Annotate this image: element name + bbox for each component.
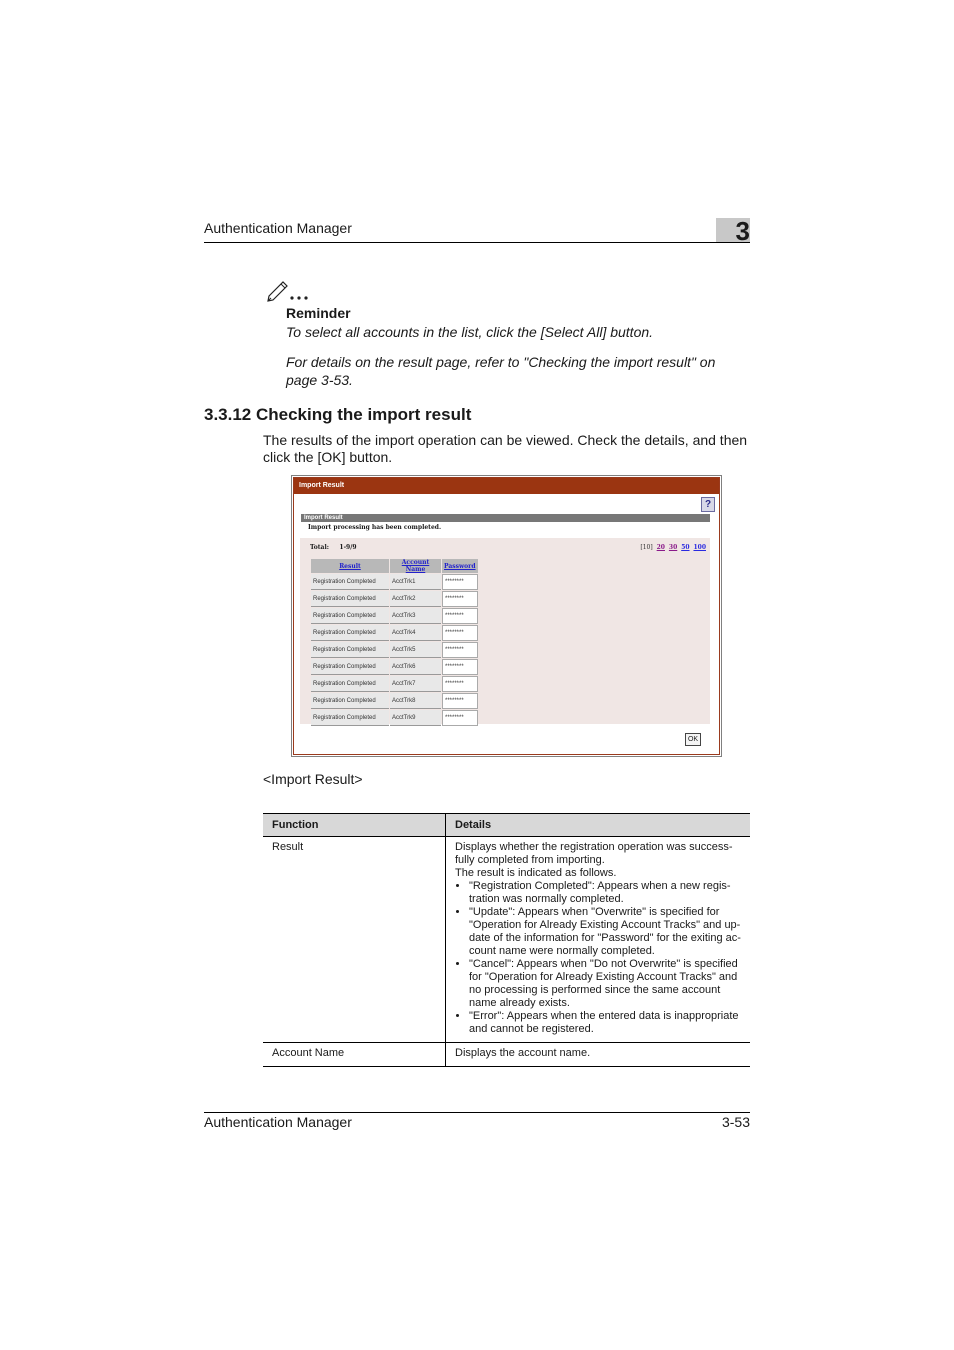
page-number: 3-53 [721, 1114, 750, 1130]
cell-result: Registration Completed [311, 676, 389, 692]
table-row [263, 837, 750, 1043]
page-size-selector [640, 544, 706, 551]
table-row [311, 608, 478, 624]
total-value: 1-9/9 [339, 544, 357, 551]
cell-password: ******** [442, 591, 478, 607]
details-line: fully completed from importing. [455, 854, 605, 866]
column-header-result[interactable]: Result [311, 559, 389, 573]
cell-password: ******** [442, 676, 478, 692]
cell-result: Registration Completed [311, 608, 389, 624]
pencil-note-icon [266, 276, 312, 307]
details-line: The result is indicated as follows. [455, 867, 617, 879]
list-item: • "Error": Appears when the entered data is inappropriate and cannot be registered. [469, 1010, 741, 1036]
header-rule [204, 242, 750, 243]
details-cell: Displays the account name. [446, 1043, 751, 1067]
cell-account: AcctTrk5 [390, 642, 441, 658]
footer-title: Authentication Manager [204, 1114, 352, 1130]
list-item: • "Registration Completed": Appears when a new regis- tration was normally completed. [469, 880, 741, 906]
help-icon[interactable]: ? [701, 497, 715, 512]
cell-account: AcctTrk9 [390, 710, 441, 726]
result-values-list [455, 880, 741, 1036]
chapter-number: 3 [735, 216, 750, 246]
table-row [311, 642, 478, 658]
cell-password: ******** [442, 710, 478, 726]
reminder-line-1: To select all accounts in the list, click the [Select All] button. [286, 324, 654, 340]
cell-account: AcctTrk8 [390, 693, 441, 709]
reminder-line-2: For details on the result page, refer to "Checking the import result" on page 3-53. [286, 354, 716, 388]
page-size-50-link[interactable]: 50 [681, 544, 690, 551]
column-header-password[interactable]: Password [442, 559, 478, 573]
total-label: Total: [310, 544, 329, 551]
column-header-account-name[interactable]: Account Name [390, 559, 441, 573]
details-line: Displays whether the registration operation was success- [455, 841, 733, 853]
cell-account: AcctTrk1 [390, 574, 441, 590]
table-row [311, 693, 478, 709]
cell-account: AcctTrk3 [390, 608, 441, 624]
status-message: Import processing has been completed. [308, 524, 442, 531]
window-title: Import Result [294, 478, 719, 494]
list-item: • "Update": Appears when "Overwrite" is specified for "Operation for Already Existing Account Tracks" and up- date of the information for "Password" for the exiting ac- count name were normally completed. [469, 906, 741, 958]
cell-account: AcctTrk4 [390, 625, 441, 641]
table-row [311, 676, 478, 692]
cell-result: Registration Completed [311, 693, 389, 709]
reminder-title: Reminder [286, 305, 351, 321]
table-row [311, 574, 478, 590]
page-size-20-link[interactable]: 20 [656, 544, 665, 551]
cell-result: Registration Completed [311, 642, 389, 658]
cell-password: ******** [442, 608, 478, 624]
table-row [311, 625, 478, 641]
cell-password: ******** [442, 659, 478, 675]
page-size-100-link[interactable]: 100 [693, 544, 706, 551]
sub-title-bar: Import Result [301, 514, 710, 522]
ok-button[interactable]: OK [685, 733, 701, 746]
cell-password: ******** [442, 693, 478, 709]
cell-account: AcctTrk6 [390, 659, 441, 675]
cell-account: AcctTrk7 [390, 676, 441, 692]
column-header-function: Function [263, 814, 446, 837]
import-result-table [310, 558, 479, 727]
table-row [311, 710, 478, 726]
cell-result: Registration Completed [311, 574, 389, 590]
function-details-table [263, 813, 750, 1067]
page-size-30-link[interactable]: 30 [668, 544, 678, 551]
cell-password: ******** [442, 625, 478, 641]
running-header-title: Authentication Manager [204, 220, 352, 236]
column-header-details: Details [446, 814, 751, 837]
figure-caption: <Import Result> [263, 771, 363, 787]
list-item: • "Cancel": Appears when "Do not Overwrite" is specified for "Operation for Already Existing Account Tracks" and no processing is performed since the same account name already exists. [469, 958, 741, 1010]
section-title: 3.3.12 Checking the import result [204, 405, 472, 424]
footer-rule [204, 1112, 750, 1113]
table-row [311, 659, 478, 675]
cell-result: Registration Completed [311, 710, 389, 726]
total-count [310, 544, 357, 551]
import-result-screenshot [291, 475, 722, 757]
function-cell: Account Name [263, 1043, 446, 1067]
result-panel [300, 538, 710, 724]
table-row [311, 591, 478, 607]
cell-account: AcctTrk2 [390, 591, 441, 607]
function-cell: Result [263, 837, 446, 1043]
page-size-current: [10] [640, 544, 653, 551]
details-cell [446, 837, 751, 1043]
cell-result: Registration Completed [311, 591, 389, 607]
cell-result: Registration Completed [311, 659, 389, 675]
cell-password: ******** [442, 574, 478, 590]
cell-password: ******** [442, 642, 478, 658]
cell-result: Registration Completed [311, 625, 389, 641]
section-intro: The results of the import operation can be viewed. Check the details, and then click the [OK] button. [263, 432, 748, 465]
table-row [263, 1043, 750, 1067]
